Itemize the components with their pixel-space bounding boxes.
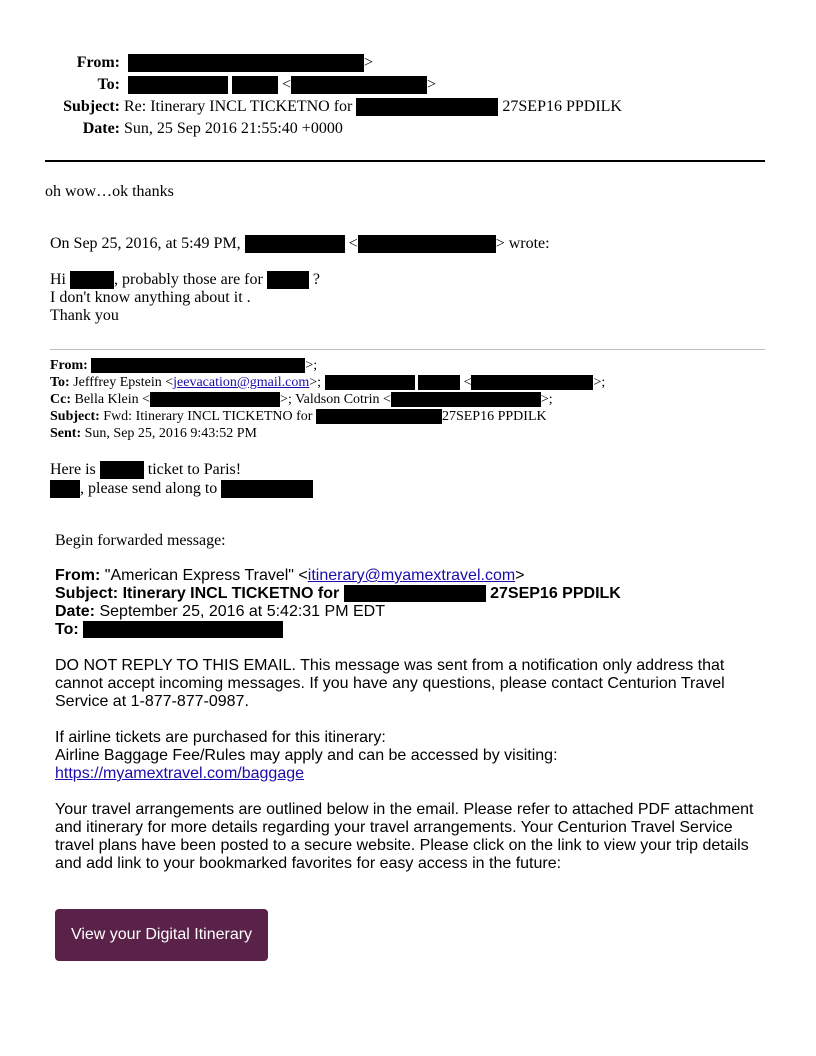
quote-on-suffix: > wrote:	[495, 235, 550, 252]
redacted-block	[418, 375, 460, 390]
amex-p2-line-1: If airline tickets are purchased for this itinerary:	[55, 729, 386, 746]
fwd-sent-value: Sun, Sep 25, 2016 9:43:52 PM	[84, 426, 257, 441]
amex-p1-line-2: cannot accept incoming messages. If you have any questions, please contact Centurion Travel	[55, 675, 725, 692]
header-from-row	[60, 54, 373, 72]
redacted-block	[232, 76, 278, 94]
fwd-cc-name: Bella Klein <	[74, 392, 151, 407]
header-to-row	[60, 76, 436, 94]
redacted-block	[245, 235, 345, 253]
header-date-row	[60, 120, 343, 138]
redacted-block	[316, 409, 442, 424]
fwd-here-is: Here is	[50, 461, 96, 478]
subject-prefix: Re: Itinerary INCL TICKETNO for	[124, 98, 353, 115]
fwd-to-mid: <	[463, 375, 472, 390]
fwd-body-line-2	[50, 480, 313, 498]
redacted-block	[291, 76, 427, 94]
amex-subject-suffix: 27SEP16 PPDILK	[490, 585, 621, 602]
baggage-link[interactable]: https://myamextravel.com/baggage	[55, 765, 305, 782]
fwd-subject-row	[50, 408, 547, 425]
from-label: From:	[76, 54, 120, 71]
view-digital-itinerary-label: View your Digital Itinerary	[70, 926, 253, 943]
amex-p3-line-1: Your travel arrangements are outlined below in the email. Please refer to attached PDF attachment	[55, 801, 754, 818]
to-mid: <	[282, 76, 292, 93]
jeevacation-email-link[interactable]: jeevacation@gmail.com	[173, 375, 310, 390]
header-divider	[45, 160, 765, 162]
amex-p1-line-3: Service at 1-877-877-0987.	[55, 693, 249, 710]
fwd-please: , please send along to	[80, 480, 218, 497]
redacted-block	[91, 358, 305, 373]
to-label: To:	[97, 76, 120, 93]
subject-label: Subject:	[63, 98, 120, 115]
fwd-to-name: Jefffrey Epstein <	[73, 375, 174, 390]
redacted-block	[358, 235, 496, 253]
redacted-block	[391, 392, 541, 407]
quote-line-1	[50, 271, 320, 289]
redacted-block	[325, 375, 415, 390]
quote-line-2: I don't know anything about it .	[50, 289, 251, 306]
quote-attribution	[50, 235, 550, 253]
redacted-block	[356, 98, 498, 116]
amex-to-row	[55, 621, 283, 639]
amex-date-value: September 25, 2016 at 5:42:31 PM EDT	[99, 603, 385, 620]
from-suffix: >	[364, 54, 374, 71]
subject-suffix: 27SEP16 PPDILK	[502, 98, 622, 115]
fwd-cc-label: Cc:	[50, 392, 71, 407]
redacted-block	[50, 480, 80, 498]
header-subject-row	[60, 98, 622, 116]
quote-on-mid: <	[348, 235, 358, 252]
amex-p2-link-row	[55, 765, 304, 783]
fwd-ticket: ticket to Paris!	[147, 461, 242, 478]
reply-text: oh wow…ok thanks	[45, 183, 174, 200]
date-label: Date:	[82, 120, 120, 137]
amex-to-label: To:	[55, 621, 79, 638]
amex-subject-label: Subject:	[55, 585, 119, 602]
redacted-block	[267, 271, 309, 289]
begin-forwarded: Begin forwarded message:	[55, 532, 226, 549]
redacted-block	[100, 461, 144, 479]
amex-p3-line-4: and add link to your bookmarked favorites for easy access in the future:	[55, 855, 562, 872]
fwd-cc-end: >;	[540, 392, 553, 407]
fwd-from-suffix: >;	[305, 358, 318, 373]
fwd-to-after: >;	[309, 375, 322, 390]
view-digital-itinerary-button[interactable]	[55, 909, 268, 961]
quote-probably: , probably those are for	[114, 271, 263, 288]
fwd-subject-prefix: Fwd: Itinerary INCL TICKETNO for	[103, 409, 313, 424]
fwd-subject-label: Subject:	[50, 409, 100, 424]
redacted-block	[221, 480, 313, 498]
quote-on-prefix: On Sep 25, 2016, at 5:49 PM,	[50, 235, 241, 252]
redacted-block	[471, 375, 593, 390]
amex-p3-line-2: and itinerary for more details regarding your travel arrangements. Your Centurion Travel Service	[55, 819, 733, 836]
fwd-subject-suffix: 27SEP16 PPDILK	[441, 409, 547, 424]
fwd-sent-row	[50, 425, 257, 442]
date-value: Sun, 25 Sep 2016 21:55:40 +0000	[124, 120, 343, 137]
redacted-block	[83, 621, 283, 638]
quote-hi: Hi	[50, 271, 66, 288]
to-suffix: >	[427, 76, 437, 93]
amex-from-row	[55, 567, 525, 585]
amex-from-label: From:	[55, 567, 101, 584]
amex-p2-line-2: Airline Baggage Fee/Rules may apply and can be accessed by visiting:	[55, 747, 558, 764]
fwd-to-row	[50, 374, 605, 391]
redacted-block	[344, 585, 486, 602]
fwd-from-row	[50, 357, 317, 374]
fwd-from-label: From:	[50, 358, 88, 373]
amex-p1-line-1: DO NOT REPLY TO THIS EMAIL. This message was sent from a notification only address that	[55, 657, 725, 674]
amex-subject-row	[55, 585, 621, 603]
quote-line-3: Thank you	[50, 307, 119, 324]
fwd-to-label: To:	[50, 375, 70, 390]
amex-itinerary-email-link[interactable]: itinerary@myamextravel.com	[307, 567, 516, 584]
redacted-block	[150, 392, 280, 407]
amex-subject-prefix: Itinerary INCL TICKETNO for	[122, 585, 340, 602]
quote-question: ?	[312, 271, 320, 288]
fwd-cc-mid: >; Valdson Cotrin <	[280, 392, 391, 407]
fwd-body-line-1	[50, 461, 241, 479]
amex-date-row	[55, 603, 385, 621]
amex-from-end: >	[515, 567, 525, 584]
fwd-divider	[50, 349, 765, 350]
amex-from-name: "American Express Travel" <	[104, 567, 308, 584]
fwd-to-end: >;	[593, 375, 606, 390]
amex-p3-line-3: travel plans have been posted to a secure website. Please click on the link to view your trip details	[55, 837, 749, 854]
fwd-sent-label: Sent:	[50, 426, 82, 441]
redacted-block	[128, 54, 364, 72]
fwd-cc-row	[50, 391, 553, 408]
redacted-block	[128, 76, 228, 94]
amex-date-label: Date:	[55, 603, 96, 620]
redacted-block	[70, 271, 114, 289]
